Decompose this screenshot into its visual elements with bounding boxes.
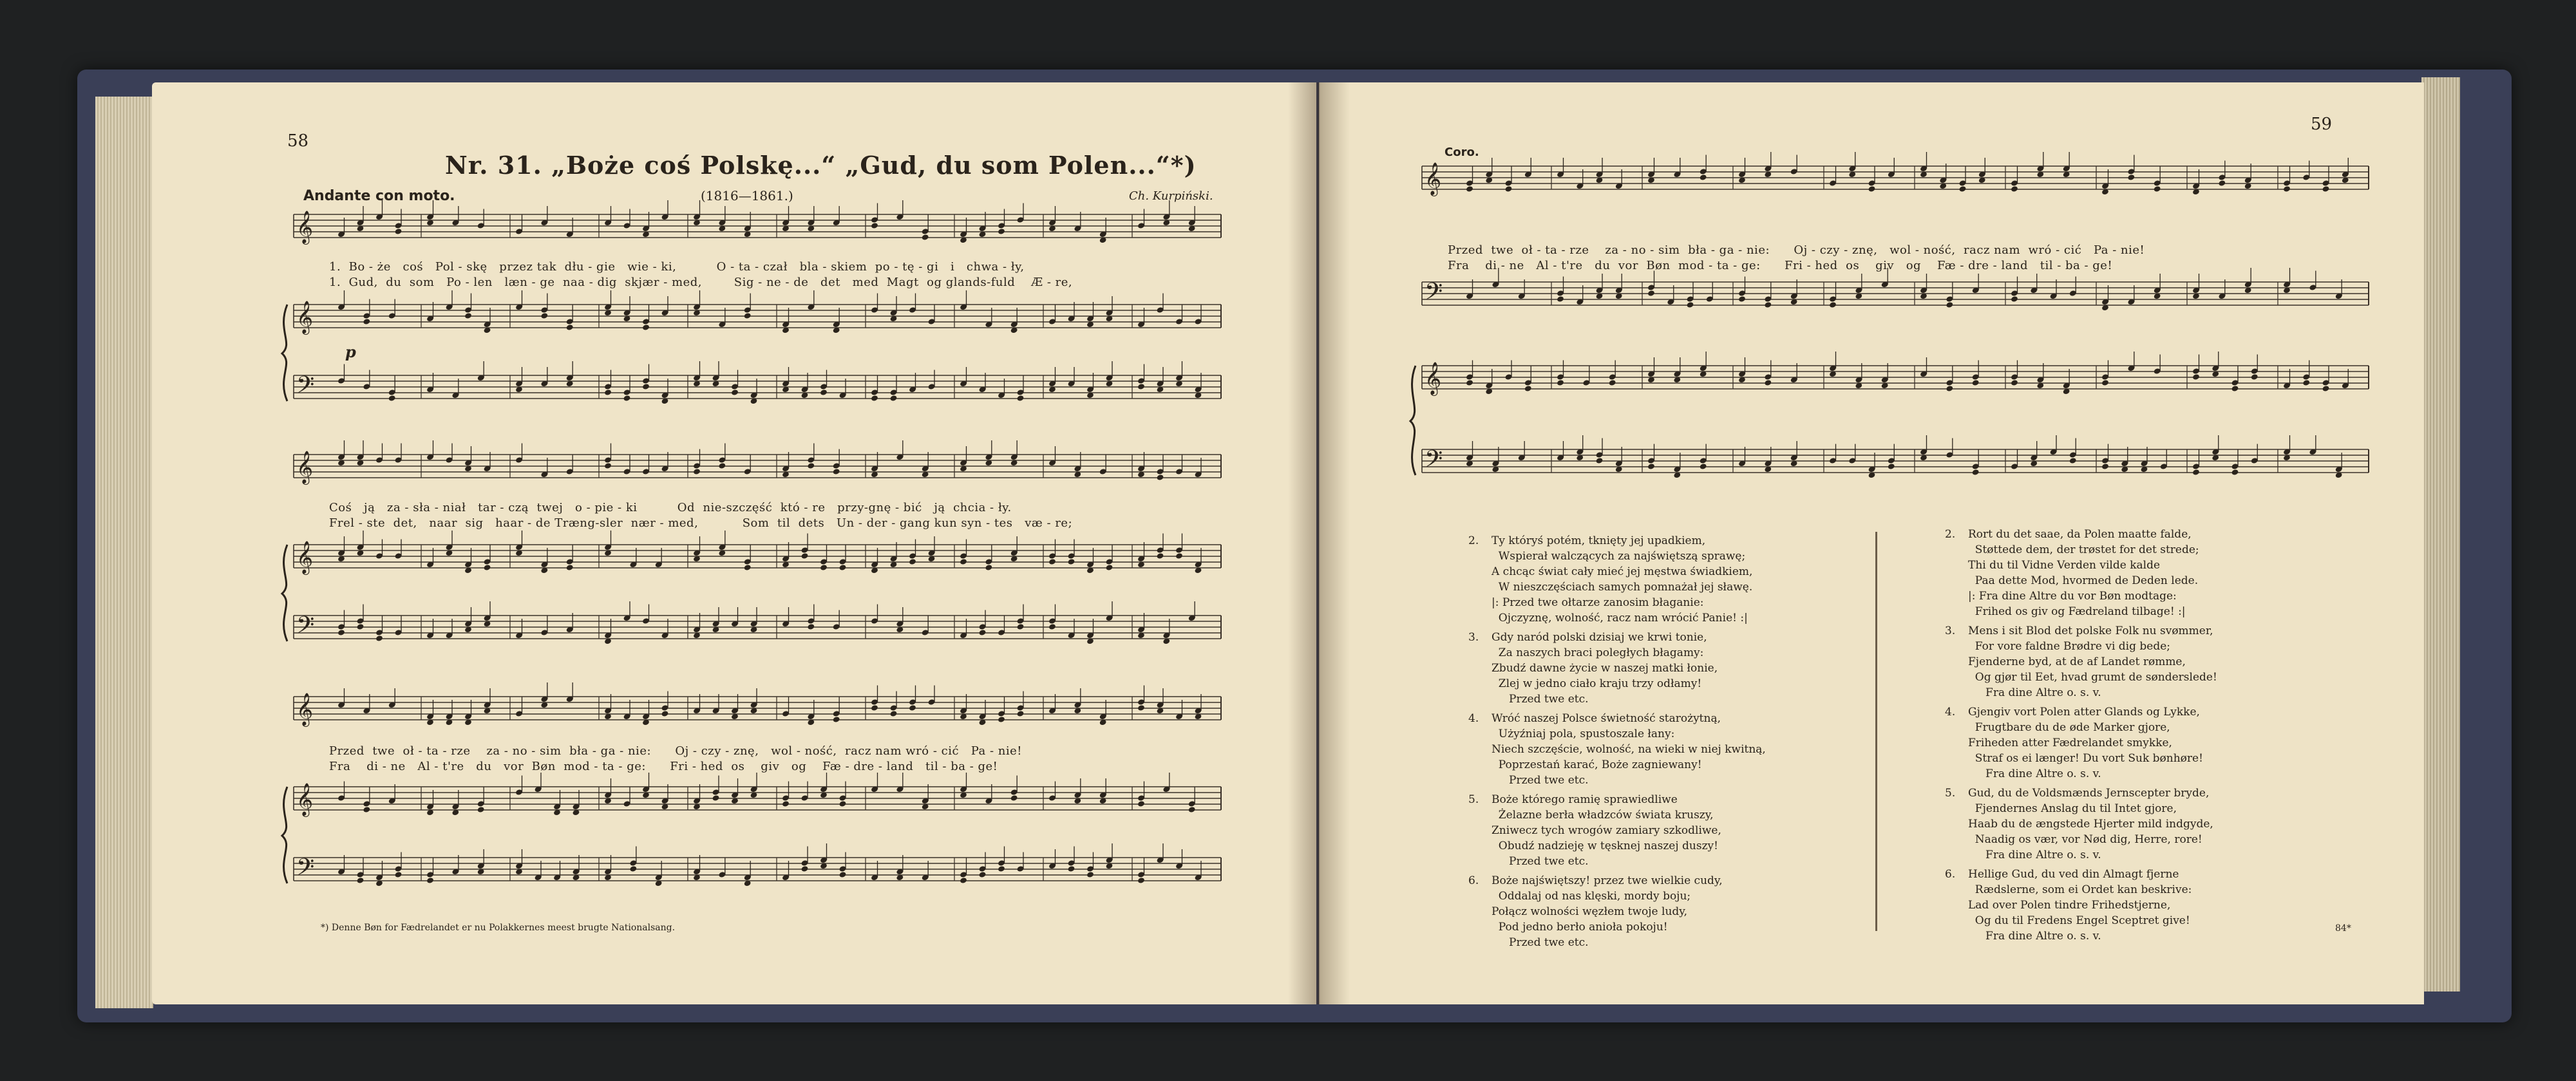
stanza-line (1945, 588, 2217, 604)
stanza-text: Fjendernes Anslag du til Intet gjore, (1968, 802, 2177, 815)
stanza-line (1468, 533, 1766, 549)
stanza-polish-2 (1468, 533, 1766, 626)
stanza-polish-3 (1468, 630, 1766, 707)
bass-clef-icon: 𝄢 (296, 854, 315, 887)
stanza-text: Gdy naród polski dzisiaj we krwi tonie, (1492, 631, 1707, 644)
stanza-line (1468, 691, 1766, 707)
stanza-line (1945, 604, 2217, 619)
stanza-text: Przed twe etc. (1492, 936, 1589, 949)
bass-clef-icon: 𝄢 (1425, 446, 1443, 478)
stanza-line (1945, 527, 2217, 542)
stanza-text: Przed twe etc. (1492, 693, 1589, 706)
danish-stanzas (1945, 527, 2217, 948)
stanza-line (1468, 630, 1766, 645)
stanza-line (1945, 898, 2217, 913)
left-page (152, 82, 1316, 1004)
piano-brace-icon (282, 545, 287, 641)
stanza-number: 4. (1945, 706, 1956, 719)
stanza-text: For vore faldne Brødre vi dig bede; (1968, 640, 2171, 653)
stanza-text: Naadig os vær, vor Nød dig, Herre, rore! (1968, 833, 2202, 846)
stanza-line (1468, 919, 1766, 935)
stanza-line (1945, 654, 2217, 670)
treble-clef-icon: 𝄞 (1425, 162, 1442, 195)
notes (337, 200, 1221, 243)
lyrics-coro-polish: Przed twe oł - ta - rze za - no - sim bła - ga - nie: Oj - czy - znę, wol - ność, racz nam wró - cić Pa - nie! (1448, 243, 2145, 257)
notes (337, 773, 1221, 816)
stanza-danish-2 (1945, 527, 2217, 619)
stanza-text: Pod jedno berło anioła pokoju! (1492, 921, 1668, 934)
stanza-text: |: Fra dine Altre du vor Bøn modtage: (1968, 590, 2177, 603)
coro-staff-3 (1422, 366, 2369, 389)
stanza-text: Fra dine Altre o. s. v. (1968, 767, 2101, 780)
stanza-text: A chcąc świat cały mieć jej męstwa świadkiem, (1492, 565, 1753, 578)
footnote: *) Denne Bøn for Fædrelandet er nu Polakkernes meest brugte Nationalsang. (321, 923, 676, 933)
bass-clef-icon: 𝄢 (1425, 278, 1443, 311)
stanza-text: Przed twe etc. (1492, 774, 1589, 787)
stanza-text: Wspierał walczących za najświętszą sprawę; (1492, 550, 1746, 563)
stanza-text: Rædslerne, som ei Ordet kan beskrive: (1968, 883, 2192, 896)
notes (337, 682, 1221, 726)
stanza-text: Połącz wolności węzłem twoje ludy, (1492, 905, 1688, 918)
stanza-line (1468, 711, 1766, 726)
stanza-danish-5 (1945, 785, 2217, 863)
stanza-number: 3. (1945, 625, 1956, 637)
stanza-line (1945, 735, 2217, 751)
stanza-text: Og du til Fredens Engel Sceptret give! (1968, 914, 2190, 927)
stanza-line (1945, 558, 2217, 573)
stanza-text: Zlej w jedno ciało kraju trzy odłamy! (1492, 677, 1702, 690)
stanza-text: Fra dine Altre o. s. v. (1968, 686, 2101, 699)
stanza-danish-4 (1945, 704, 2217, 782)
stanza-text: Haab du de ængstede Hjerter mild indgyde, (1968, 818, 2213, 831)
notes (1466, 152, 2369, 195)
notes (337, 601, 1221, 644)
stanza-text: Zbudź dawne życie w naszej matki łonie, (1492, 662, 1718, 675)
stanza-line (1468, 838, 1766, 854)
stanza-line (1468, 757, 1766, 773)
page-number-right: 59 (2311, 115, 2333, 134)
notes (337, 361, 1221, 404)
stanza-line (1468, 792, 1766, 807)
notes (337, 290, 1221, 334)
stanza-number: 2. (1468, 534, 1479, 547)
song-title: Nr. 31. „Boże coś Polskę...“ „Gud, du som Polen...“*) (445, 151, 1197, 180)
bass-clef-icon: 𝄢 (296, 612, 315, 644)
dynamic-marking: p (345, 343, 356, 361)
stanza-line (1945, 847, 2217, 863)
stanza-text: Gjengiv vort Polen atter Glands og Lykke, (1968, 706, 2200, 719)
stanza-text: Zniwecz tych wrogów zamiary szkodliwe, (1492, 824, 1721, 837)
stanza-text: Oddalaj od nas klęski, mordy boju; (1492, 890, 1691, 903)
stanza-number: 5. (1945, 787, 1956, 800)
notes (1466, 268, 2369, 311)
stanza-number: 6. (1468, 874, 1479, 887)
stanza-polish-6 (1468, 873, 1766, 950)
stanza-line (1945, 913, 2217, 928)
music-system-2 (281, 448, 1227, 667)
stanza-line (1468, 564, 1766, 579)
lyrics-system-1-danish: 1. Gud, du som Po - len læn - ge naa - dig skjær - med, Sig - ne - de det med Magt og glands-fuld Æ - re, (329, 276, 1073, 289)
treble-clef-icon: 𝄞 (296, 541, 314, 574)
stanza-text: Straf os ei længer! Du vort Suk bønhøre! (1968, 752, 2203, 765)
stanza-line (1945, 928, 2217, 944)
stanza-line (1945, 785, 2217, 801)
stanza-line (1945, 685, 2217, 700)
stanza-number: 6. (1945, 868, 1956, 881)
music-system-coro (1409, 153, 2382, 591)
lyrics-system-3-polish: Przed twe oł - ta - rze za - no - sim bła - ga - nie: Oj - czy - znę, wol - ność, racz nam wró - cić Pa - nie! (329, 744, 1023, 758)
stanza-text: W nieszczęściach samych pomnażał jej sławę. (1492, 581, 1753, 594)
stanza-text: Fra dine Altre o. s. v. (1968, 849, 2101, 861)
stanza-number: 3. (1468, 631, 1479, 644)
stanza-line (1945, 573, 2217, 588)
stanza-line (1468, 773, 1766, 788)
piano-brace-icon (282, 305, 287, 401)
stanza-text: Fjenderne byd, at de af Landet rømme, (1968, 655, 2186, 668)
tempo-marking: Andante con moto. (303, 188, 455, 204)
stanza-polish-5 (1468, 792, 1766, 869)
left-page-edges (95, 97, 153, 1008)
stanza-line (1468, 549, 1766, 564)
stanza-text: Gud, du de Voldsmænds Jernscepter bryde, (1968, 787, 2210, 800)
stanza-number: 2. (1945, 528, 1956, 541)
stanza-text: Ojczyznę, wolność, racz nam wrócić Panie! :| (1492, 612, 1748, 625)
stanza-line (1945, 542, 2217, 558)
stanza-line (1468, 807, 1766, 823)
stanza-text: Mens i sit Blod det polske Folk nu svømmer, (1968, 625, 2213, 637)
composer-dates: (1816—1861.) (701, 188, 793, 203)
lyrics-system-2-danish: Frel - ste det, naar sig haar - de Træng-sler nær - med, Som til dets Un - der - gang kun syn - tes væ - re; (329, 516, 1073, 530)
stanza-text: Og gjør til Eet, hvad grumt de sønderslede! (1968, 671, 2217, 684)
stanza-line (1945, 720, 2217, 735)
signature-mark: 84* (2335, 923, 2351, 934)
stanza-line (1945, 623, 2217, 639)
stanza-text: Støttede dem, der trøstet for det strede; (1968, 543, 2199, 556)
lyrics-system-3-danish: Fra di - ne Al - t're du vor Bøn mod - ta - ge: Fri - hed os giv og Fæ - dre - land til - ba - ge! (329, 760, 998, 773)
stanza-line (1468, 742, 1766, 757)
coro-staff-4 (1422, 449, 2369, 473)
stanza-line (1468, 888, 1766, 904)
stanza-line (1468, 645, 1766, 661)
treble-clef-icon: 𝄞 (296, 693, 314, 726)
stanza-number: 5. (1468, 793, 1479, 806)
lyrics-coro-danish: Fra di - ne Al - t're du vor Bøn mod - ta - ge: Fri - hed os giv og Fæ - dre - land til - ba - ge! (1448, 259, 2113, 272)
stanza-text: Użyźniaj pola, spustoszale łany: (1492, 728, 1675, 740)
stanza-line (1468, 579, 1766, 595)
notes (1466, 435, 2369, 478)
stanza-line (1468, 726, 1766, 742)
stanza-line (1468, 661, 1766, 676)
stanza-number: 4. (1468, 712, 1479, 725)
stanza-line (1468, 935, 1766, 950)
stanza-line (1945, 639, 2217, 654)
stanza-line (1468, 873, 1766, 888)
stanza-text: Ty któryś potém, tknięty jej upadkiem, (1492, 534, 1706, 547)
coro-staff-1 (1422, 166, 2369, 189)
stanza-text: Za naszych braci poległych błagamy: (1492, 646, 1704, 659)
right-page-edges (2421, 77, 2460, 992)
piano-brace-icon (282, 787, 287, 883)
piano-brace-icon (1410, 366, 1416, 475)
stanza-text: Friheden atter Fædrelandet smykke, (1968, 737, 2172, 749)
stanza-text: Obudź nadzieję w tęsknej naszej duszy! (1492, 840, 1718, 852)
stanza-text: Frihed os giv og Fædreland tilbage! :| (1968, 605, 2186, 618)
stanza-text: Wróć naszej Polsce świetność starożytną, (1492, 712, 1721, 725)
composer-name: Ch. Kurpiński. (1129, 189, 1213, 203)
treble-clef-icon: 𝄞 (296, 301, 314, 334)
stanza-line (1945, 816, 2217, 832)
stanza-line (1945, 882, 2217, 898)
notes (337, 843, 1221, 887)
stanza-line (1468, 854, 1766, 869)
right-page (1319, 82, 2424, 1004)
treble-clef-icon: 𝄞 (1425, 362, 1442, 395)
stanza-line (1945, 867, 2217, 882)
stanza-text: Boże najświętszy! przez twe wielkie cudy, (1492, 874, 1723, 887)
notes (337, 531, 1221, 574)
treble-clef-icon: 𝄞 (296, 783, 314, 816)
stanza-text: Hellige Gud, du ved din Almagt fjerne (1968, 868, 2179, 881)
stanza-line (1468, 823, 1766, 838)
music-system-1 (281, 208, 1227, 427)
stanza-text: Poprzestań karać, Boże zagniewany! (1492, 758, 1702, 771)
stanza-line (1945, 832, 2217, 847)
stanza-danish-6 (1945, 867, 2217, 944)
notes (1466, 352, 2369, 395)
stanza-text: Niech szczęście, wolność, na wieki w niej kwitną, (1492, 743, 1766, 756)
bass-clef-icon: 𝄢 (296, 371, 315, 404)
lyrics-system-1-polish: 1. Bo - że coś Pol - skę przez tak dłu - gie wie - ki, O - ta - czał bla - skiem po - tę - gi i chwa - ły, (329, 260, 1025, 274)
treble-clef-icon: 𝄞 (296, 451, 314, 484)
page-number-left: 58 (287, 131, 309, 151)
stanza-line (1468, 610, 1766, 626)
coro-staff-2 (1422, 282, 2369, 305)
stanza-text: Rort du det saae, da Polen maatte falde, (1968, 528, 2192, 541)
coro-label: Coro. (1444, 146, 1479, 159)
stanza-line (1468, 676, 1766, 691)
stanza-text: Paa dette Mod, hvormed de Deden lede. (1968, 574, 2199, 587)
stanza-line (1945, 801, 2217, 816)
stanza-text: Fra dine Altre o. s. v. (1968, 930, 2101, 943)
stanza-line (1945, 766, 2217, 782)
stanza-danish-3 (1945, 623, 2217, 700)
stanza-line (1468, 595, 1766, 610)
stanza-text: Żelazne berła władzców świata kruszy, (1492, 809, 1714, 822)
lyrics-system-2-polish: Coś ją za - sła - niał tar - czą twej o - pie - ki Od nie-szczęść któ - re przy-gnę - bić ją chcia - ły. (329, 501, 1012, 514)
stanza-line (1468, 904, 1766, 919)
treble-clef-icon: 𝄞 (296, 211, 314, 243)
stanza-text: Thi du til Vidne Verden vilde kalde (1968, 559, 2161, 572)
stanza-line (1945, 670, 2217, 685)
polish-stanzas (1468, 533, 1766, 954)
stanza-text: |: Przed twe ołtarze zanosim błaganie: (1492, 596, 1704, 609)
stanza-text: Boże którego ramię sprawiedliwe (1492, 793, 1678, 806)
stanza-line (1945, 751, 2217, 766)
stanza-line (1945, 704, 2217, 720)
column-divider (1875, 532, 1877, 931)
book-gutter (1288, 82, 1350, 1004)
stanza-text: Frugtbare du de øde Marker gjore, (1968, 721, 2170, 734)
music-system-3 (281, 690, 1227, 909)
stanza-text: Lad over Polen tindre Frihedstjerne, (1968, 899, 2171, 912)
stanza-polish-4 (1468, 711, 1766, 788)
stanza-text: Przed twe etc. (1492, 855, 1589, 868)
